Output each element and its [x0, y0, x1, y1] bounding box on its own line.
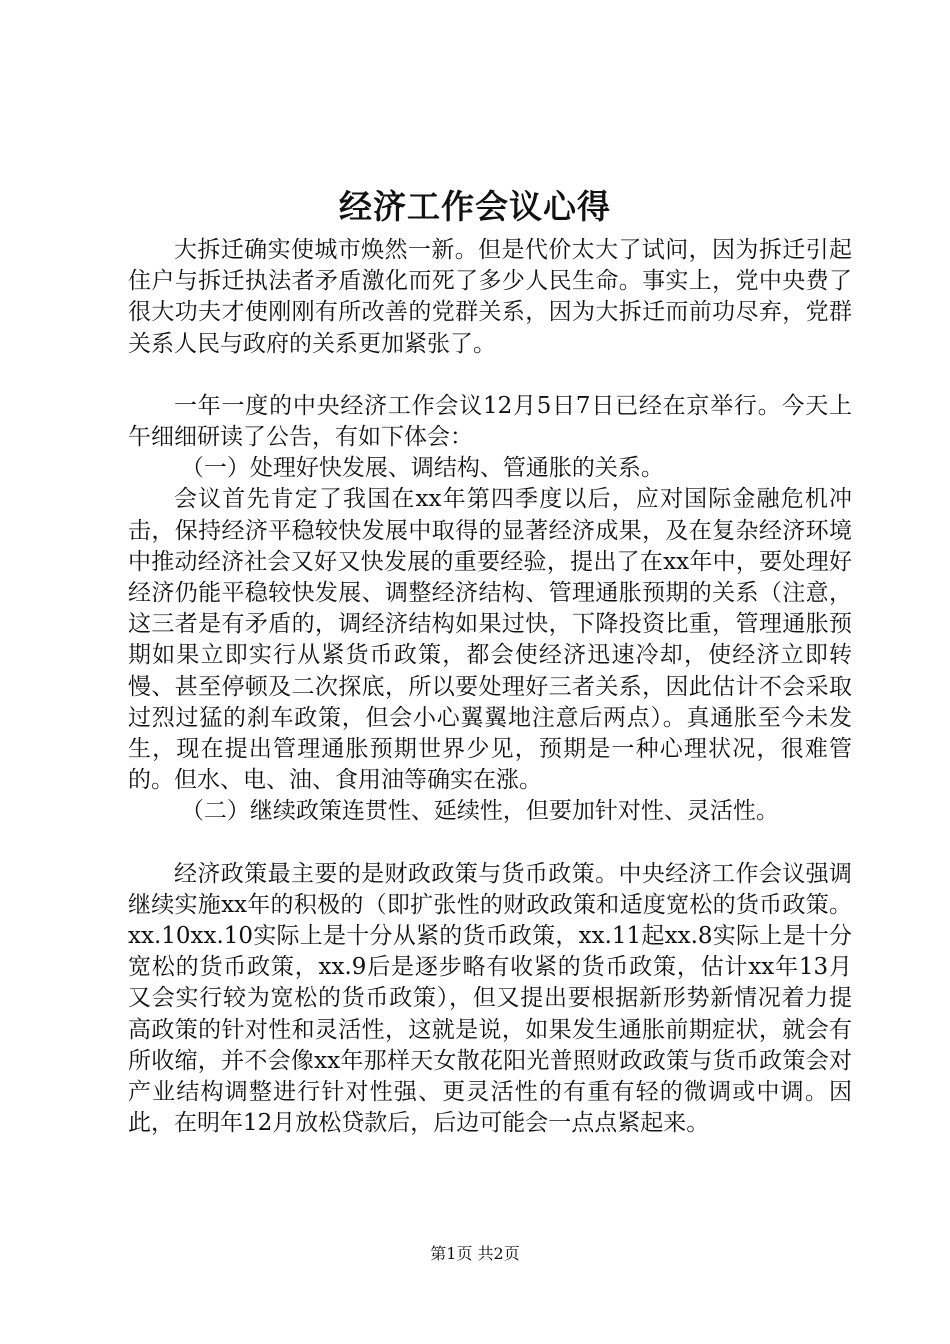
document-body: [128, 235, 852, 1139]
document-title: 经济工作会议心得: [339, 187, 611, 226]
paragraph-spacer: [128, 828, 852, 859]
page-number-footer: 第1页 共2页: [430, 1244, 520, 1263]
paragraph-section-2: 经济政策最主要的是财政政策与货币政策。中央经济工作会议强调继续实施xx年的积极的（即扩张性的财政政策和适度宽松的货币政策。xx.10xx.10实际上是十分从紧的货币政策，xx.11起xx.8实际上是十分宽松的货币政策，xx.9后是逐步略有收紧的货币政策，估计xx年13月又会实行较为宽松的货币政策），但又提出要根据新形势新情况着力提高政策的针对性和灵活性，这就是说，如果发生通胀前期症状，就会有所收缩，并不会像xx年那样天女散花阳光普照财政政策与货币政策会对产业结构调整进行针对性强、更灵活性的有重有轻的微调或中调。因此，在明年12月放松贷款后，后边可能会一点点紧起来。: [128, 860, 852, 1137]
section-heading-1: （一）处理好快发展、调结构、管通胀的关系。: [180, 455, 664, 482]
paragraph-intro: 一年一度的中央经济工作会议12月5日7日已经在京举行。今天上午细细研读了公告，有如下体会：: [128, 392, 852, 451]
paragraph-section-1: 会议首先肯定了我国在xx年第四季度以后，应对国际金融危机冲击，保持经济平稳较快发展中取得的显著经济成果，及在复杂经济环境中推动经济社会又好又快发展的重要经验，提出了在xx年中，要处理好经济仍能平稳较快发展、调整经济结构、管理通胀预期的关系（注意，这三者是有矛盾的，调经济结构如果过快，下降投资比重，管理通胀预期如果立即实行从紧货币政策，都会使经济迅速冷却，使经济立即转慢、甚至停顿及二次探底，所以要处理好三者关系，因此估计不会采取过烈过猛的刹车政策，但会小心翼翼地注意后两点）。真通胀至今未发生，现在提出管理通胀预期世界少见，预期是一种心理状况，很难管的。但水、电、油、食用油等确实在涨。: [128, 486, 852, 794]
section-heading-2: （二）继续政策连贯性、延续性，但要加针对性、灵活性。: [180, 798, 779, 825]
paragraph-demolition: 大拆迁确实使城市焕然一新。但是代价太大了试问，因为拆迁引起住户与拆迁执法者矛盾激化而死了多少人民生命。事实上，党中央费了很大功夫才使刚刚有所改善的党群关系，因为大拆迁而前功尽弃，党群关系人民与政府的关系更加紧张了。: [128, 237, 852, 357]
paragraph-spacer: [128, 360, 852, 391]
